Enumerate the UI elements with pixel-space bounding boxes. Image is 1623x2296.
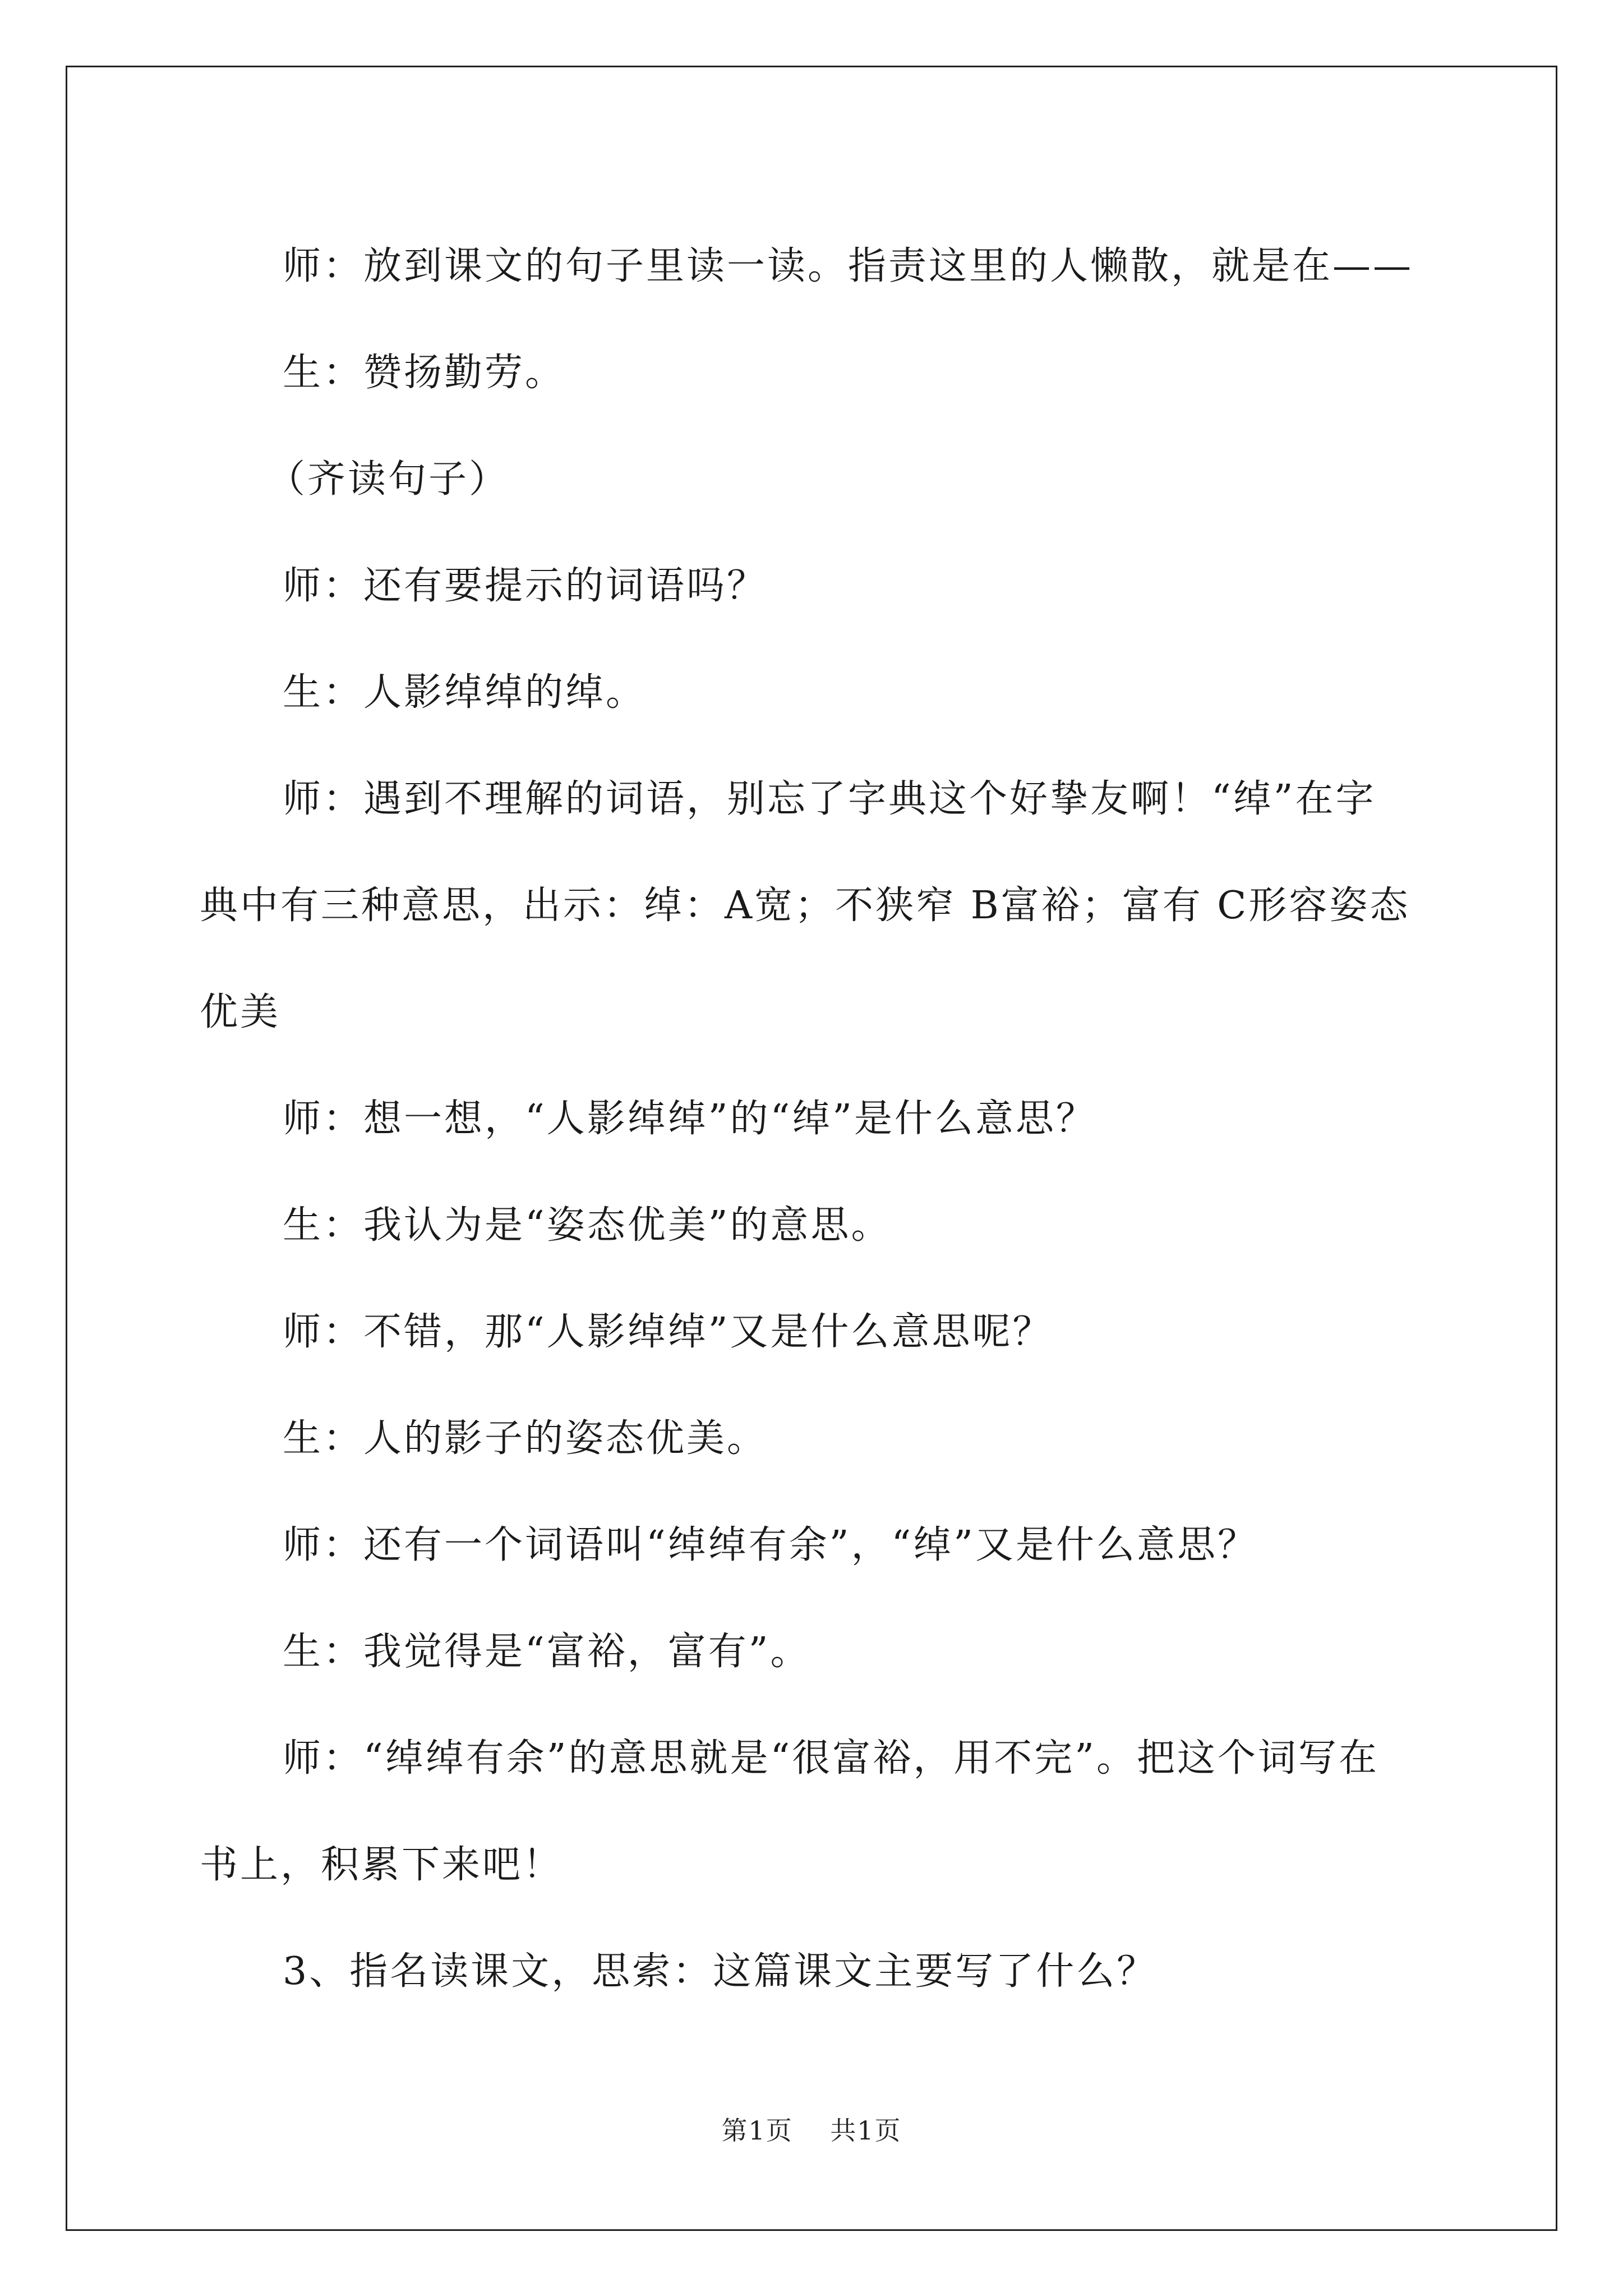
paragraph-line: 师：遇到不理解的词语，别忘了字典这个好挚友啊！“绰”在字 xyxy=(283,777,1376,821)
paragraph-task-3: 3、指名读课文，思索：这篇课文主要写了什么？ xyxy=(283,1949,1158,1994)
paragraph-student-5: 生：我觉得是“富裕，富有”。 xyxy=(283,1630,811,1674)
paragraph-student-4: 生：人的影子的姿态优美。 xyxy=(283,1416,768,1461)
paragraph-line: 优美 xyxy=(200,990,281,1034)
paragraph-student-1: 生：赞扬勤劳。 xyxy=(283,351,566,395)
paragraph-line: 师：“绰绰有余”的意思就是“很富裕，用不完”。把这个词写在 xyxy=(283,1736,1380,1780)
paragraph-teacher-4: 师：想一想，“人影绰绰”的“绰”是什么意思？ xyxy=(283,1097,1097,1141)
paragraph-teacher-3 xyxy=(200,746,1422,1066)
document-body xyxy=(200,213,1422,2025)
paragraph-line: 典中有三种意思，出示：绰：A宽；不狭窄 B富裕；富有 C形容姿态 xyxy=(200,884,1410,928)
page-number-footer: 第1页 共1页 xyxy=(721,2115,902,2146)
paragraph-student-2: 生：人影绰绰的绰。 xyxy=(283,670,647,715)
paragraph-teacher-2: 师：还有要提示的词语吗？ xyxy=(283,564,768,608)
paragraph-teacher-7 xyxy=(200,1705,1422,1918)
paragraph-stage-note: （齐读句子） xyxy=(267,457,510,501)
paragraph-teacher-6: 师：还有一个词语叫“绰绰有余”，“绰”又是什么意思？ xyxy=(283,1523,1258,1567)
paragraph-teacher-1: 师：放到课文的句子里读一读。指责这里的人懒散，就是在—— xyxy=(283,244,1414,288)
paragraph-teacher-5: 师：不错，那“人影绰绰”又是什么意思呢？ xyxy=(283,1310,1053,1354)
paragraph-line: 书上，积累下来吧！ xyxy=(200,1843,564,1887)
paragraph-student-3: 生：我认为是“姿态优美”的意思。 xyxy=(283,1203,892,1248)
